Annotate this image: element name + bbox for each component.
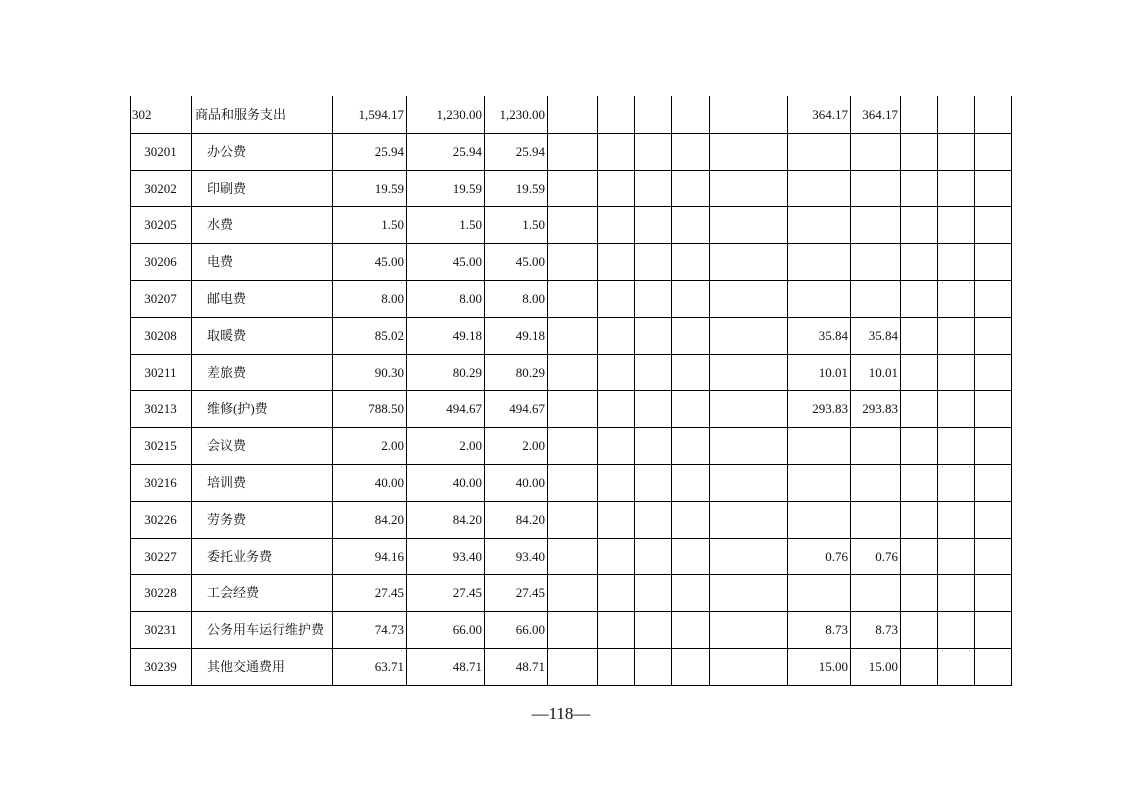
row-code: 30226 <box>144 511 177 527</box>
amount-cell: 8.00 <box>381 291 404 306</box>
amount-cell: 66.00 <box>515 622 545 638</box>
column-border <box>1011 96 1012 686</box>
amount-cell: 27.45 <box>515 585 545 601</box>
amount-cell: 74.73 <box>374 622 404 638</box>
amount-cell: 66.00 <box>452 622 482 638</box>
amount-cell: 0.76 <box>875 548 898 564</box>
row-code: 30231 <box>144 622 177 638</box>
row-name: 电费 <box>207 254 234 270</box>
amount-cell: 94.16 <box>374 548 404 564</box>
amount-cell: 35.84 <box>818 327 848 343</box>
amount-cell: 10.01 <box>818 364 848 380</box>
amount-cell: 25.94 <box>515 143 545 159</box>
amount-cell: 40.00 <box>374 475 404 490</box>
amount-cell: 2.00 <box>381 438 404 454</box>
row-name: 其他交通费用 <box>207 659 286 674</box>
amount-cell: 494.67 <box>446 401 482 417</box>
amount-cell: 45.00 <box>452 254 482 270</box>
amount-cell: 1.50 <box>381 217 404 233</box>
amount-cell: 84.20 <box>515 511 545 527</box>
amount-cell: 19.59 <box>452 180 482 196</box>
amount-cell: 49.18 <box>452 327 482 343</box>
column-border <box>937 96 938 686</box>
amount-cell: 25.94 <box>374 143 404 159</box>
amount-cell: 1,594.17 <box>358 107 404 122</box>
amount-cell: 49.18 <box>515 327 545 343</box>
row-name: 印刷费 <box>207 180 247 196</box>
amount-cell: 40.00 <box>515 475 545 490</box>
row-code: 30227 <box>144 548 177 564</box>
amount-cell: 80.29 <box>452 364 482 380</box>
amount-cell: 48.71 <box>515 659 545 674</box>
row-name: 维修(护)费 <box>207 401 268 417</box>
column-border <box>671 96 672 686</box>
row-code: 30201 <box>144 143 177 159</box>
row-code: 30228 <box>144 585 177 601</box>
amount-cell: 19.59 <box>374 180 404 196</box>
amount-cell: 25.94 <box>452 143 482 159</box>
amount-cell: 15.00 <box>868 659 898 674</box>
amount-cell: 93.40 <box>515 548 545 564</box>
amount-cell: 364.17 <box>812 107 848 122</box>
amount-cell: 27.45 <box>452 585 482 601</box>
row-code: 30208 <box>144 327 177 343</box>
row-code: 30213 <box>144 401 177 417</box>
amount-cell: 10.01 <box>868 364 898 380</box>
row-code: 30216 <box>144 475 177 490</box>
row-code: 30206 <box>144 254 177 270</box>
amount-cell: 27.45 <box>374 585 404 601</box>
column-border <box>597 96 598 686</box>
row-code: 30207 <box>144 291 177 306</box>
amount-cell: 2.00 <box>459 438 482 454</box>
row-name: 邮电费 <box>207 291 247 306</box>
amount-cell: 19.59 <box>515 180 545 196</box>
row-border <box>130 685 1012 686</box>
row-name: 培训费 <box>207 475 247 490</box>
row-code: 30215 <box>144 438 177 454</box>
amount-cell: 494.67 <box>509 401 545 417</box>
amount-cell: 8.00 <box>522 291 545 306</box>
row-name: 委托业务费 <box>207 548 273 564</box>
amount-cell: 45.00 <box>515 254 545 270</box>
amount-cell: 8.73 <box>825 622 848 638</box>
amount-cell: 45.00 <box>374 254 404 270</box>
amount-cell: 90.30 <box>374 364 404 380</box>
amount-cell: 0.76 <box>825 548 848 564</box>
row-name: 水费 <box>207 217 234 233</box>
row-code: 302 <box>132 107 152 122</box>
row-name: 办公费 <box>207 143 247 159</box>
row-code: 30202 <box>144 180 177 196</box>
column-border <box>900 96 901 686</box>
column-border <box>191 96 192 686</box>
column-border <box>974 96 975 686</box>
column-border <box>634 96 635 686</box>
column-border <box>709 96 710 686</box>
amount-cell: 2.00 <box>522 438 545 454</box>
amount-cell: 84.20 <box>374 511 404 527</box>
amount-cell: 293.83 <box>812 401 848 417</box>
row-name: 工会经费 <box>207 585 260 601</box>
row-name: 会议费 <box>207 438 247 454</box>
amount-cell: 80.29 <box>515 364 545 380</box>
row-code: 30239 <box>144 659 177 674</box>
amount-cell: 93.40 <box>452 548 482 564</box>
row-name: 公务用车运行维护费 <box>207 622 325 638</box>
amount-cell: 40.00 <box>452 475 482 490</box>
amount-cell: 8.73 <box>875 622 898 638</box>
row-name: 商品和服务支出 <box>195 107 287 122</box>
row-name: 取暖费 <box>207 327 247 343</box>
amount-cell: 1,230.00 <box>499 107 545 122</box>
row-code: 30205 <box>144 217 177 233</box>
amount-cell: 788.50 <box>368 401 404 417</box>
amount-cell: 85.02 <box>374 327 404 343</box>
amount-cell: 35.84 <box>868 327 898 343</box>
amount-cell: 364.17 <box>862 107 898 122</box>
amount-cell: 63.71 <box>374 659 404 674</box>
amount-cell: 1.50 <box>522 217 545 233</box>
amount-cell: 84.20 <box>452 511 482 527</box>
amount-cell: 1,230.00 <box>436 107 482 122</box>
amount-cell: 293.83 <box>862 401 898 417</box>
amount-cell: 48.71 <box>452 659 482 674</box>
row-name: 劳务费 <box>207 511 247 527</box>
column-border <box>547 96 548 686</box>
amount-cell: 15.00 <box>818 659 848 674</box>
row-name: 差旅费 <box>207 364 247 380</box>
amount-cell: 1.50 <box>459 217 482 233</box>
amount-cell: 8.00 <box>459 291 482 306</box>
row-code: 30211 <box>144 364 177 380</box>
page-number: —118— <box>531 704 591 723</box>
